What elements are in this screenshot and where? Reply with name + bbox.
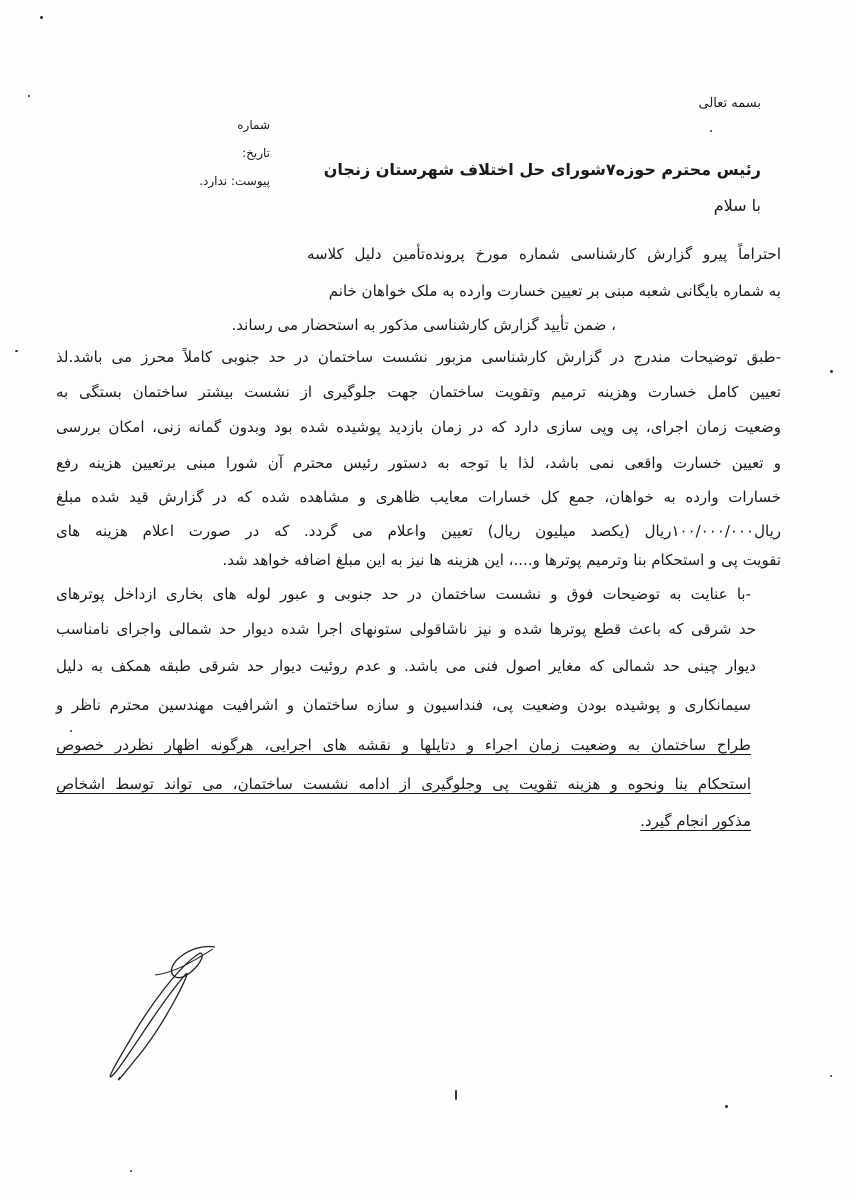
handwritten-signature bbox=[95, 935, 225, 1085]
body-line-15: طراح ساختمان به وضعیت زمان اجراء و دتایلها و نقشه های اجرایی، هرگونه اظهار نظردر خصوص bbox=[56, 736, 751, 754]
body-line-11: -با عنایت به توضیحات فوق و نشست ساختمان در حد جنوبی و عبور لوله های بخاری ازداخل پوترهای bbox=[56, 585, 751, 603]
scan-speck bbox=[710, 130, 712, 132]
body-line-5: تعیین کامل خسارت وهزینه ترمیم وتقویت ساختمان جهت جلوگیری از نشست بیشتر ساختمان بستگی به bbox=[56, 383, 781, 401]
bismillah-heading: بسمه تعالی bbox=[698, 96, 761, 111]
body-line-9: ریال۱۰۰/۰۰۰/۰۰۰ریال (یکصد میلیون ریال) تعیین واعلام می گردد. که در صورت اعلام هزینه های bbox=[56, 522, 781, 540]
scan-speck bbox=[455, 1090, 457, 1100]
body-line-17: مذکور انجام گیرد. bbox=[640, 812, 751, 830]
body-line-6: وضعیت زمان اجرای، پی وپی سازی دارد که در زمان بازدید پوشیده شده بود وبدون گمانه زنی، امکان بررسی bbox=[56, 418, 781, 436]
body-line-13: دیوار چینی حد شمالی که مغایر اصول فنی می باشد. و عدم روئیت دیوار حد شرقی طبقه همکف به دلیل bbox=[56, 657, 756, 675]
scan-speck bbox=[70, 730, 72, 732]
scan-speck bbox=[28, 95, 30, 97]
body-line-2: به شماره بایگانی شعبه مبنی بر تعیین خسارت وارده به ملک خواهان خانم bbox=[328, 282, 781, 300]
body-line-1: احتراماً پیرو گزارش کارشناسی شماره مورخ پرونده‌تأمین دلیل کلاسه bbox=[307, 245, 781, 263]
letter-addressee: رئیس محترم حوزه۷شورای حل اختلاف شهرستان زنجان bbox=[323, 160, 761, 179]
letter-greeting: با سلام bbox=[713, 196, 761, 215]
body-line-8: خسارات وارده به خواهان، جمع کل خسارات معایب ظاهری و مشاهده شده که در گزارش قید شده مبلغ bbox=[56, 488, 781, 506]
scan-speck bbox=[725, 1105, 728, 1108]
letter-number-label: شماره bbox=[237, 118, 270, 132]
scan-speck bbox=[15, 350, 18, 352]
scan-speck bbox=[830, 370, 833, 373]
body-line-4: -طبق توضیحات مندرج در گزارش کارشناسی مزبور نشست ساختمان در حد جنوبی کاملاً محرز می باشد.لذ bbox=[56, 348, 781, 366]
letter-attachment-label: پیوست: ندارد. bbox=[199, 174, 270, 188]
scan-speck bbox=[130, 1170, 132, 1172]
body-line-12: حد شرقی که باعث قطع پوترها شده و نیز ناشاقولی ستونهای اجرا شده دیوار حد شمالی واجرای نامناسب bbox=[56, 620, 756, 638]
scan-speck bbox=[830, 1075, 832, 1077]
body-line-7: و تعیین خسارت واقعی نمی باشد، لذا با توجه به دستور رئیس محترم آن شورا مبنی برتعیین هزینه رفع bbox=[56, 454, 781, 472]
scan-speck bbox=[40, 16, 43, 19]
body-line-10: تقویت پی و استحکام بنا وترمیم پوترها و....، این هزینه ها نیز به این مبلغ اضافه خواهد شد. bbox=[222, 551, 781, 569]
body-line-16: استحکام بنا ونحوه و هزینه تقویت پی وجلوگیری از ادامه نشست ساختمان، می تواند توسط اشخاص bbox=[56, 775, 751, 793]
body-line-3: ، ضمن تأیید گزارش کارشناسی مذکور به استحضار می رساند. bbox=[231, 316, 616, 334]
letter-date-label: تاریخ: bbox=[242, 146, 270, 160]
body-line-14: سیمانکاری و پوشیده بودن وضعیت پی، فنداسیون و سازه ساختمان و اشرافیت مهندسین محترم ناظر و bbox=[56, 696, 751, 714]
